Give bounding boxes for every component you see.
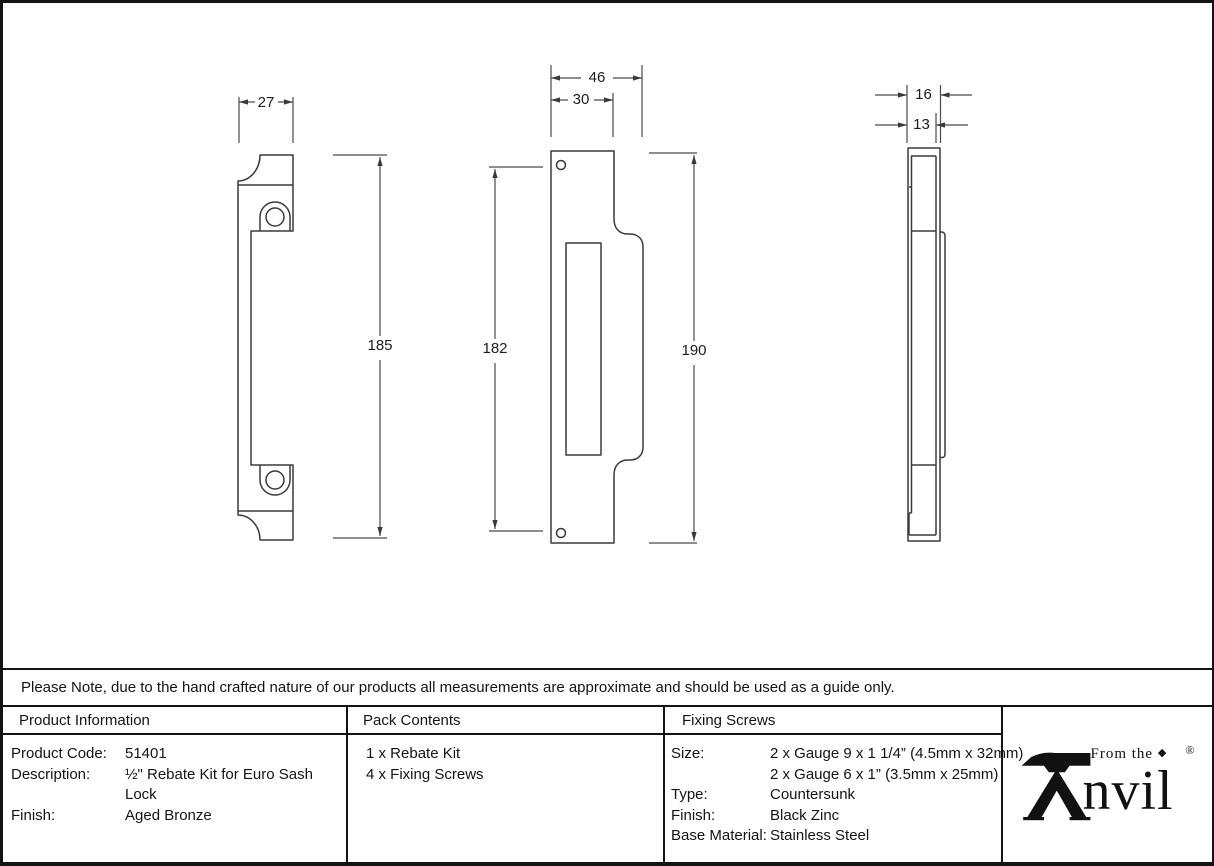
dimension-side-width <box>239 94 293 143</box>
pack-item: 1 x Rebate Kit <box>366 745 461 762</box>
screw-material-label: Base Material: <box>671 827 767 844</box>
dim-label-46: 46 <box>588 69 606 86</box>
spec-table <box>3 705 1212 862</box>
finish-value: Aged Bronze <box>125 806 212 824</box>
pack-item: 4 x Fixing Screws <box>366 765 484 783</box>
dimension-front-outer-width <box>551 65 642 137</box>
screw-size-row <box>665 744 1024 765</box>
dim-label-190: 190 <box>681 342 707 359</box>
screw-type-row <box>665 785 1001 806</box>
dim-label-16: 16 <box>915 86 932 103</box>
dim-label-27: 27 <box>257 94 275 111</box>
logo-diamond-icon: ◆ <box>1157 746 1168 759</box>
product-information-body <box>3 735 346 826</box>
screw-material-value: Stainless Steel <box>770 827 870 844</box>
dim-label-30: 30 <box>572 91 590 108</box>
pack-contents-body <box>348 735 663 785</box>
dimension-front-left-height <box>482 167 543 531</box>
side-view-bottom-screw-boss <box>260 465 290 495</box>
screw-type-label: Type: <box>671 786 708 803</box>
dimension-front-inner-width <box>551 91 613 137</box>
measurement-note-bar <box>3 668 1212 705</box>
fixing-screws-header: Fixing Screws <box>665 707 1001 735</box>
product-code-row <box>3 744 346 765</box>
pack-contents-header: Pack Contents <box>348 707 663 735</box>
side-view-drawing <box>238 94 393 540</box>
front-view-top-screw-hole <box>557 161 566 170</box>
from-the-anvil-logo <box>1019 743 1197 827</box>
screw-size-label-2 <box>671 765 770 786</box>
product-information-header: Product Information <box>3 707 346 735</box>
side-view-bottom-screw-hole <box>266 471 284 489</box>
finish-row <box>3 806 346 827</box>
product-code-label: Product Code: <box>11 745 107 762</box>
logo-name-text: nvil <box>1082 759 1174 822</box>
side-view-top-screw-hole <box>266 208 284 226</box>
dim-label-182: 182 <box>482 340 508 357</box>
dimension-front-right-height <box>649 153 707 543</box>
finish-label: Finish: <box>11 806 56 824</box>
pack-contents-column <box>346 707 663 862</box>
fixing-screws-column <box>663 707 1024 862</box>
product-code-value: 51401 <box>125 745 167 762</box>
registered-trademark-symbol: ® <box>1185 742 1195 757</box>
dimension-profile-outer-depth <box>875 85 972 143</box>
screw-finish-label: Finish: <box>671 806 716 824</box>
technical-drawings <box>3 3 1212 668</box>
screw-size-label: Size: <box>671 745 705 762</box>
dimension-profile-inner-depth <box>875 113 968 143</box>
fixing-screws-body <box>665 735 1024 847</box>
side-view-outline <box>238 155 293 540</box>
dim-label-185: 185 <box>367 337 393 354</box>
measurement-note-text: Please Note, due to the hand crafted nature of our products all measurements are approximate and should be used as a guide only. <box>21 679 895 696</box>
screw-type-value: Countersunk <box>770 786 856 803</box>
anvil-icon <box>1019 745 1093 825</box>
screw-finish-row <box>665 806 1001 827</box>
description-value: ½" Rebate Kit for Euro Sash Lock <box>125 765 313 803</box>
profile-outline <box>908 148 940 541</box>
screw-size-value-2: 2 x Gauge 6 x 1” (3.5mm x 25mm) <box>770 765 999 783</box>
screw-size-value-1: 2 x Gauge 9 x 1 1/4” (4.5mm x 32mm) <box>770 745 1024 762</box>
dim-label-13: 13 <box>913 116 930 133</box>
front-view-outline <box>551 151 643 543</box>
profile-view-drawing <box>875 85 972 541</box>
logo-from-the-text: From the <box>1090 745 1154 762</box>
front-view-drawing <box>482 65 706 543</box>
description-label: Description: <box>11 765 91 783</box>
brand-logo-cell <box>1001 707 1212 862</box>
screw-finish-value: Black Zinc <box>770 806 840 824</box>
product-information-column <box>3 707 346 862</box>
screw-material-row <box>665 826 1001 847</box>
front-view-bottom-screw-hole <box>557 529 566 538</box>
dimension-side-height <box>333 155 393 538</box>
screw-size-row-2 <box>665 765 1001 786</box>
front-view-latch-slot <box>566 243 601 455</box>
description-row <box>3 765 346 806</box>
